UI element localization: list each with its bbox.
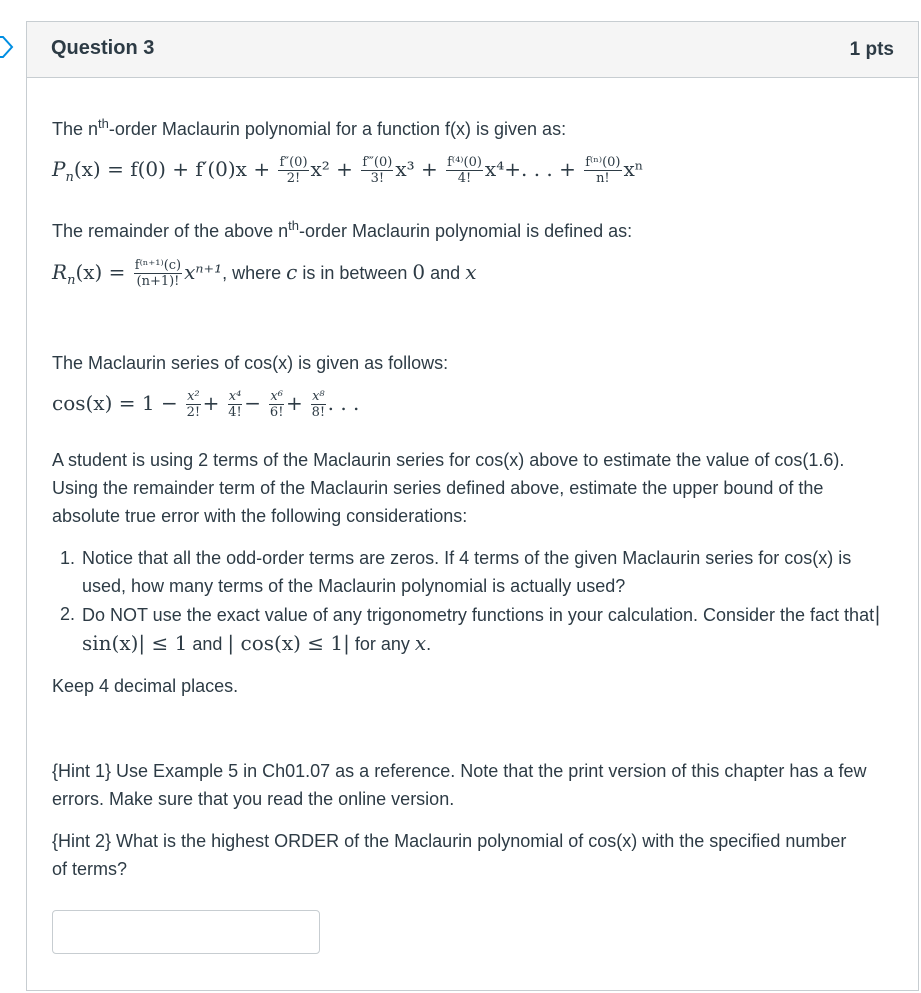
consideration-item-1: 1. Notice that all the odd-order terms are zeros. If 4 terms of the given Maclaurin series for cos(x) is used, how many terms of the Maclaurin polynomial is actually used? <box>60 548 852 596</box>
hint-1: {Hint 1} Use Example 5 in Ch01.07 as a reference. Note that the print version of this chapter has a few errors. Make sure that you read the online version. <box>52 761 867 809</box>
question-points: 1 pts <box>849 39 894 60</box>
question-title: Question 3 <box>51 37 155 59</box>
current-question-marker-icon <box>0 36 14 58</box>
intro-text: The $n^{th}$-order Maclaurin polynomial for a function f(x) is given as: <box>52 116 567 139</box>
decimal-places-note: Keep 4 decimal places. <box>52 676 239 696</box>
remainder-formula: $R_n(x)$ = $\frac{\text{f⁽ⁿ⁺¹⁾(c)}}{(n+1)!}$ xⁿ⁺¹, where c is in between 0 and x <box>52 258 477 289</box>
hint-2: {Hint 2} What is the highest ORDER of the Maclaurin polynomial of cos(x) with the specified number of terms? <box>52 831 847 879</box>
answer-input[interactable] <box>52 910 320 954</box>
cos-series-intro: The Maclaurin series of cos(x) is given as follows: <box>52 353 449 373</box>
consideration-item-2: 2. Do NOT use the exact value of any trigonometry functions in your calculation. Consider the fact that| sin(x)| ≤ 1 and | cos(x) ≤ 1| for any x. <box>60 602 881 655</box>
considerations-list <box>52 544 897 658</box>
question-card <box>26 21 919 991</box>
remainder-intro-text: The remainder of the above $n^{th}$-order Maclaurin polynomial is defined as: <box>52 218 633 241</box>
question-header <box>27 22 918 78</box>
cos-series-formula: cos(x) = 1 − $\frac{\text{x²}}{2!}$ + $\frac{\text{x⁴}}{4!}$ − $\frac{\text{x⁶}}{6!}$ + $\frac{\text{x⁸}}{8!}$ . . . <box>52 389 360 420</box>
maclaurin-polynomial-formula: $P_n(x) = f(0) + f'(0)x$ + $\frac{f''(0)}{2!}$ x² + $\frac{f‴(0)}{3!}$ x³ + $\frac{\text{f⁽⁴⁾(0)}}{4!}$ x⁴+. . . + $\frac{\text{f⁽ⁿ⁾(0)}}{n!}$ xⁿ <box>52 155 644 186</box>
problem-statement: A student is using 2 terms of the Maclaurin series for cos(x) above to estimate the value of cos(1.6). Using the remainder term of the Maclaurin series defined above, estimate the upper bound of the absolute true error with the following considerations: <box>52 450 845 526</box>
